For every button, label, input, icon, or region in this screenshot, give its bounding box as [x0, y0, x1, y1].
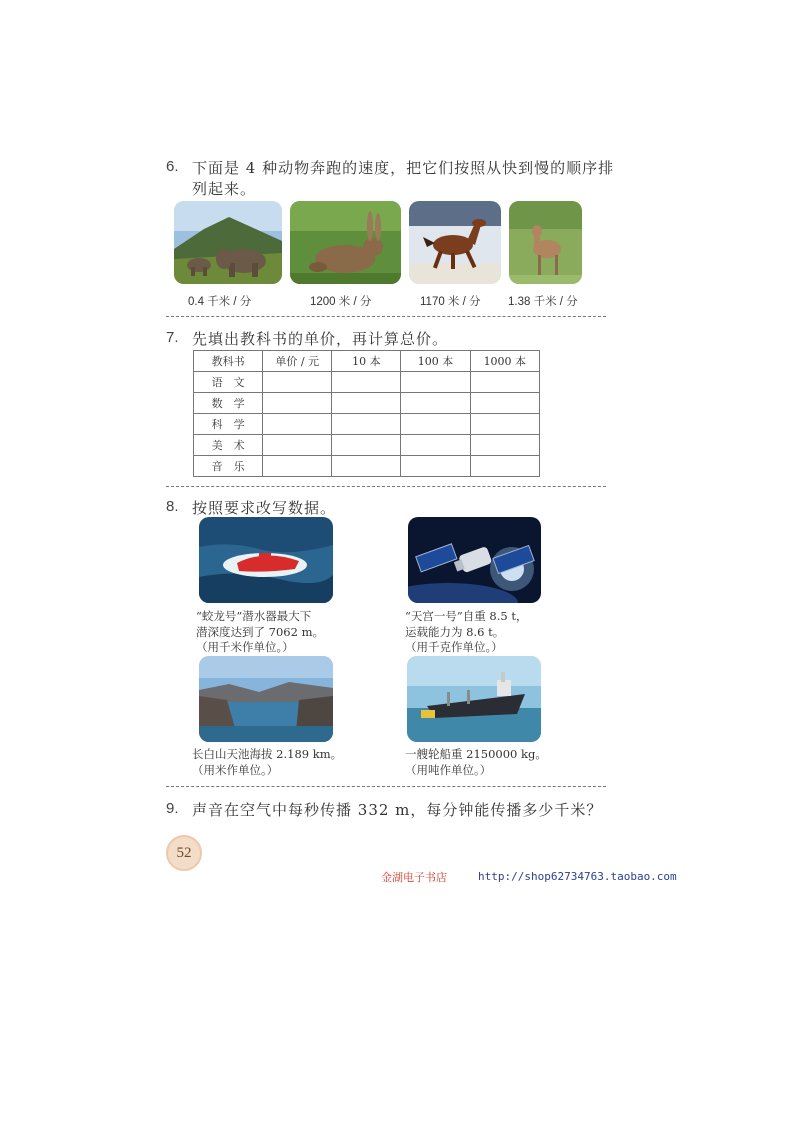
answer-cell[interactable]: [332, 372, 401, 393]
answer-cell[interactable]: [263, 414, 332, 435]
answer-cell[interactable]: [263, 435, 332, 456]
lake-photo: [199, 656, 333, 742]
page-number: 52: [176, 844, 192, 861]
answer-cell[interactable]: [401, 372, 470, 393]
station-caption-line3: （用千克作单位。）: [405, 640, 503, 654]
answer-cell[interactable]: [263, 456, 332, 477]
table-row: [194, 372, 540, 393]
submarine-photo: [199, 517, 333, 603]
q8-text: 按照要求改写数据。: [192, 499, 337, 517]
header-cell: 10 本: [332, 351, 401, 372]
section-divider: [166, 316, 606, 317]
lake-caption-line1: 长白山天池海拔 2.189 km。: [192, 747, 343, 761]
answer-cell[interactable]: [470, 435, 539, 456]
submarine-caption-line2: 潜深度达到了 7062 m。: [196, 625, 324, 639]
answer-cell[interactable]: [401, 414, 470, 435]
space-station-photo: [408, 517, 541, 603]
ship-caption-line2: （用吨作单位。）: [405, 763, 492, 777]
header-cell: 教科书: [194, 351, 263, 372]
answer-cell[interactable]: [401, 393, 470, 414]
station-caption-line1: “天宫一号”自重 8.5 t，: [405, 609, 528, 623]
q6-text-line1: 下面是 4 种动物奔跑的速度，把它们按照从快到慢的顺序排: [192, 159, 615, 177]
q9-text: 声音在空气中每秒传播 332 m，每分钟能传播多少千米？: [192, 801, 603, 819]
speed-label-deer: 1.38 千米 / 分: [508, 296, 578, 308]
q6-number: 6.: [166, 158, 179, 175]
shop-url-link[interactable]: http://shop62734763.taobao.com: [478, 870, 677, 883]
textbook-price-table: [193, 350, 540, 477]
submarine-caption-line3: （用千米作单位。）: [196, 640, 294, 654]
answer-cell[interactable]: [470, 372, 539, 393]
header-cell: 1000 本: [470, 351, 539, 372]
q6-text-line2: 列起来。: [192, 180, 257, 198]
table-row: [194, 393, 540, 414]
table-header-row: [194, 351, 540, 372]
answer-cell[interactable]: [470, 393, 539, 414]
station-caption-line2: 运载能力为 8.6 t。: [405, 625, 505, 639]
ship-photo: [407, 656, 541, 742]
speed-label-horse: 1170 米 / 分: [420, 296, 481, 308]
subject-cell: 音 乐: [194, 456, 263, 477]
lake-caption-line2: （用米作单位。）: [192, 763, 279, 777]
table-row: [194, 414, 540, 435]
shop-name: 金湖电子书店: [381, 871, 447, 884]
section-divider: [166, 486, 606, 487]
q7-number: 7.: [166, 329, 179, 346]
ship-caption-line1: 一艘轮船重 2150000 kg。: [405, 747, 547, 761]
submarine-caption-line1: “蛟龙号”潜水器最大下: [196, 609, 312, 623]
answer-cell[interactable]: [401, 456, 470, 477]
speed-label-rabbit: 1200 米 / 分: [310, 296, 372, 308]
header-cell: 100 本: [401, 351, 470, 372]
answer-cell[interactable]: [401, 435, 470, 456]
rabbit-photo: [290, 201, 401, 284]
answer-cell[interactable]: [263, 372, 332, 393]
answer-cell[interactable]: [332, 393, 401, 414]
table-row: [194, 456, 540, 477]
q7-text: 先填出教科书的单价，再计算总价。: [192, 330, 449, 348]
subject-cell: 美 术: [194, 435, 263, 456]
q8-number: 8.: [166, 498, 179, 515]
answer-cell[interactable]: [332, 414, 401, 435]
answer-cell[interactable]: [332, 435, 401, 456]
answer-cell[interactable]: [470, 456, 539, 477]
subject-cell: 数 学: [194, 393, 263, 414]
subject-cell: 语 文: [194, 372, 263, 393]
table-row: [194, 435, 540, 456]
answer-cell[interactable]: [332, 456, 401, 477]
speed-label-elephant: 0.4 千米 / 分: [188, 296, 252, 308]
answer-cell[interactable]: [470, 414, 539, 435]
answer-cell[interactable]: [263, 393, 332, 414]
q9-number: 9.: [166, 800, 179, 817]
header-cell: 单价 / 元: [263, 351, 332, 372]
horse-photo: [409, 201, 501, 284]
deer-photo: [509, 201, 582, 284]
section-divider: [166, 786, 606, 787]
elephant-photo: [174, 201, 282, 284]
page-number-badge: [166, 835, 202, 871]
subject-cell: 科 学: [194, 414, 263, 435]
